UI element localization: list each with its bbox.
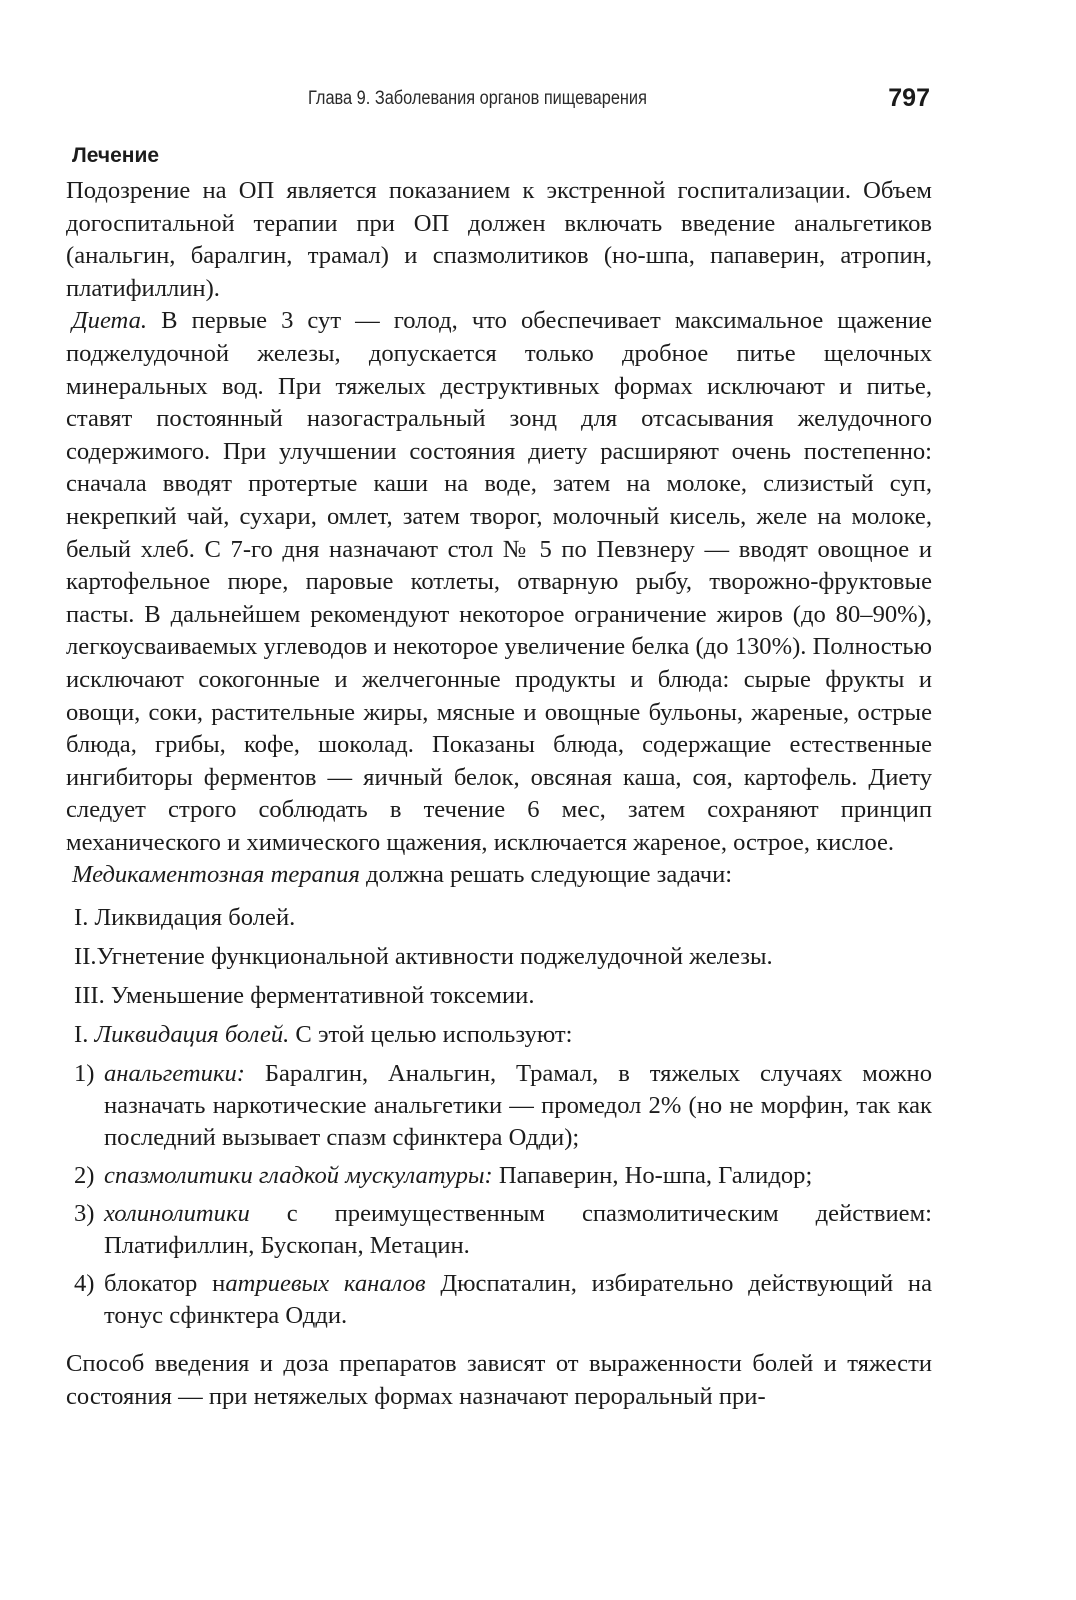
list-body: Баралгин, Анальгин, Трамал, в тяжелых случаях можно назначать наркотические анальгетики — промедол 2% (но не морфин, так как последний вызывает спазм сфинктера Одди); xyxy=(104,1060,932,1152)
subsection-text: С этой целью используют: xyxy=(289,1021,573,1049)
task-item: II.Угнетение функциональной активности поджелудочной железы. xyxy=(74,943,773,971)
list-lead: холинолитики xyxy=(104,1200,250,1228)
list-pre: блокатор н xyxy=(104,1270,226,1298)
list-body: с преимущественным спазмолитическим действием: Платифиллин, Бускопан, Метацин. xyxy=(104,1200,932,1260)
list-marker: 4) xyxy=(74,1270,95,1298)
paragraph-diet-text: В первые 3 сут — голод, что обеспечивает максимальное щажение поджелудочной железы, допускается только дробное питье щелочных минеральных вод. При тяжелых деструктивных формах исключают и питье, ставят постоянный назогастральный зонд для отсасывания желудочного содержимого. При улучшении состояния диету расширяют очень постепенно: сначала вводят протертые каши на воде, затем на молоке, слизистый суп, некрепкий чай, сухари, омлет, затем творог, молочный кисель, желе на молоке, белый хлеб. С 7-го дня назначают стол № 5 по Певзнеру — вводят овощное и картофельное пюре, паровые котлеты, отварную рыбу, творожно-фруктовые пасты. В дальнейшем рекомендуют некоторое ограничение жиров (до 80–90%), легкоусваиваемых углеводов и некоторое увеличение белка (до 130%). Полностью исключают сокогонные и желчегонные продукты и блюда: сырые фрукты и овощи, соки, растительные жиры, мясные и овощные бульоны, жареные, острые блюда, грибы, кофе, шоколад. Показаны блюда, содержащие естественные ингибиторы ферментов — яичный белок, овсяная каша, соя, картофель. Диету следует строго соблюдать в течение 6 мес, затем сохраняют принцип механического и химического щажения, исключается жареное, острое, кислое. xyxy=(66,307,932,856)
paragraph-diet xyxy=(66,305,932,859)
list-lead: атриевых каналов xyxy=(225,1270,426,1298)
drug-list xyxy=(74,1058,932,1332)
paragraph-diet-lead: Диета. xyxy=(72,307,148,335)
page-header xyxy=(0,84,1076,118)
page-body xyxy=(66,140,932,1413)
paragraph-drug-therapy xyxy=(66,859,932,892)
task-item: III. Уменьшение ферментативной токсемии. xyxy=(74,982,535,1010)
list-lead: анальгетики: xyxy=(104,1060,245,1088)
list-marker: 2) xyxy=(74,1162,95,1190)
list-item xyxy=(74,1058,932,1154)
task-item: I. Ликвидация болей. xyxy=(74,904,296,932)
list-text xyxy=(104,1198,932,1262)
running-head: Глава 9. Заболевания органов пищеварения xyxy=(308,88,647,109)
subsection-lead: Ликвидация болей. xyxy=(94,1021,290,1049)
list-body: Дюспаталин, избирательно действующий на тонус сфинктера Одди. xyxy=(104,1270,932,1330)
paragraph-drug-text: должна решать следующие задачи: xyxy=(359,861,733,889)
list-marker: 1) xyxy=(74,1060,95,1088)
task-list xyxy=(74,902,932,1051)
list-body: Папаверин, Но-шпа, Галидор; xyxy=(492,1162,813,1190)
list-text xyxy=(104,1058,932,1154)
paragraph-drug-lead: Медикаментозная терапия xyxy=(72,861,360,889)
page-number: 797 xyxy=(888,84,930,112)
list-text xyxy=(104,1160,932,1192)
paragraph-intro: Подозрение на ОП является показанием к экстренной госпитализации. Объем догоспитальной терапии при ОП должен включать введение анальгетиков (анальгин, баралгин, трамал) и спазмолитиков (но-шпа, папаверин, атропин, платифиллин). xyxy=(66,177,932,302)
list-item xyxy=(74,1268,932,1332)
list-item xyxy=(74,1198,932,1262)
list-lead: спазмолитики гладкой мускулатуры: xyxy=(104,1162,493,1190)
subsection-heading xyxy=(74,1019,932,1051)
list-item xyxy=(74,1160,932,1192)
paragraph-closing: Способ введения и доза препаратов зависят от выраженности болей и тяжести состояния — при нетяжелых формах назначают пероральный при- xyxy=(66,1350,932,1410)
subsection-prefix: I. xyxy=(74,1021,95,1049)
section-title: Лечение xyxy=(72,144,160,167)
list-text xyxy=(104,1268,932,1332)
list-marker: 3) xyxy=(74,1200,95,1228)
